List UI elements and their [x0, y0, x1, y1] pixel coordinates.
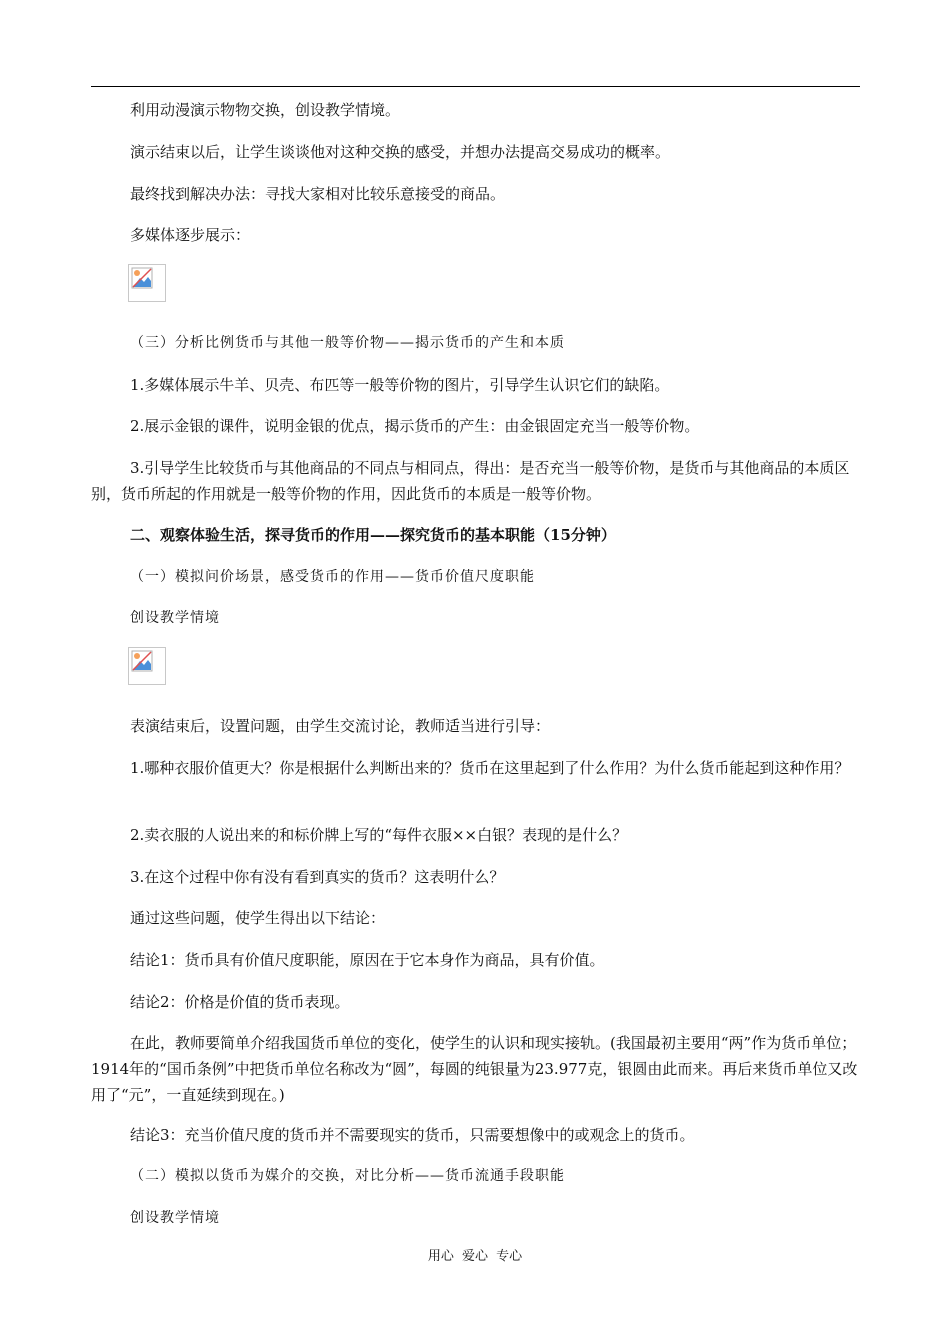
text-line: 演示结束以后，让学生谈谈他对这种交换的感受，并想办法提高交易成功的概率。 — [130, 143, 671, 161]
text-paragraph: 3.引导学生比较货币与其他商品的不同点与相同点，得出：是否充当一般等价物，是货币与其他商品的本质区别，货币所起的作用就是一般等价物的作用，因此货币的本质是一般等价物。 — [91, 459, 850, 503]
header-rule — [91, 86, 860, 87]
section-heading: 二、观察体验生活，探寻货币的作用——探究货币的基本职能（15分钟） — [130, 526, 616, 544]
text-line: 结论3：充当价值尺度的货币并不需要现实的货币，只需要想像中的或观念上的货币。 — [130, 1126, 695, 1144]
section-heading: （一）模拟问价场景，感受货币的作用——货币价值尺度职能 — [130, 569, 535, 585]
page-footer: 用心 爱心 专心 — [427, 1249, 523, 1264]
text-line: 1.多媒体展示牛羊、贝壳、布匹等一般等价物的图片，引导学生认识它们的缺陷。 — [130, 376, 670, 394]
text-line: 表演结束后，设置问题，由学生交流讨论，教师适当进行引导： — [130, 717, 551, 735]
text-line: 2.展示金银的课件，说明金银的优点，揭示货币的产生：由金银固定充当一般等价物。 — [130, 417, 700, 435]
text-paragraph: 1.哪种衣服价值更大？你是根据什么判断出来的？货币在这里起到了什么作用？为什么货币能起到这种作用？ — [130, 759, 850, 777]
text-line: 结论2：价格是价值的货币表现。 — [130, 993, 350, 1011]
text-line: 多媒体逐步展示： — [130, 226, 251, 244]
broken-image-icon — [128, 264, 166, 302]
text-line: 创设教学情境 — [130, 610, 220, 626]
text-line: 2.卖衣服的人说出来的和标价牌上写的“每件衣服××白银？表现的是什么？ — [130, 826, 628, 844]
section-heading: （二）模拟以货币为媒介的交换，对比分析——货币流通手段职能 — [130, 1168, 565, 1184]
text-line: 通过这些问题，使学生得出以下结论： — [130, 909, 386, 927]
text-paragraph: 在此，教师要简单介绍我国货币单位的变化，使学生的认识和现实接轨。(我国最初主要用“两”作为货币单位；1914年的“国币条例”中把货币单位名称改为“圆”，每圆的纯银量为23.977克，银圆由此而来。再后来货币单位又改用了“元”，一直延续到现在。) — [91, 1034, 858, 1104]
section-heading: （三）分析比例货币与其他一般等价物——揭示货币的产生和本质 — [130, 335, 565, 351]
text-line: 创设教学情境 — [130, 1210, 220, 1226]
text-line: 最终找到解决办法：寻找大家相对比较乐意接受的商品。 — [130, 185, 506, 203]
text-line: 利用动漫演示物物交换，创设教学情境。 — [130, 101, 401, 119]
text-line: 结论1：货币具有价值尺度职能，原因在于它本身作为商品，具有价值。 — [130, 951, 605, 969]
text-line: 3.在这个过程中你有没有看到真实的货币？这表明什么？ — [130, 868, 505, 886]
broken-image-icon — [128, 647, 166, 685]
